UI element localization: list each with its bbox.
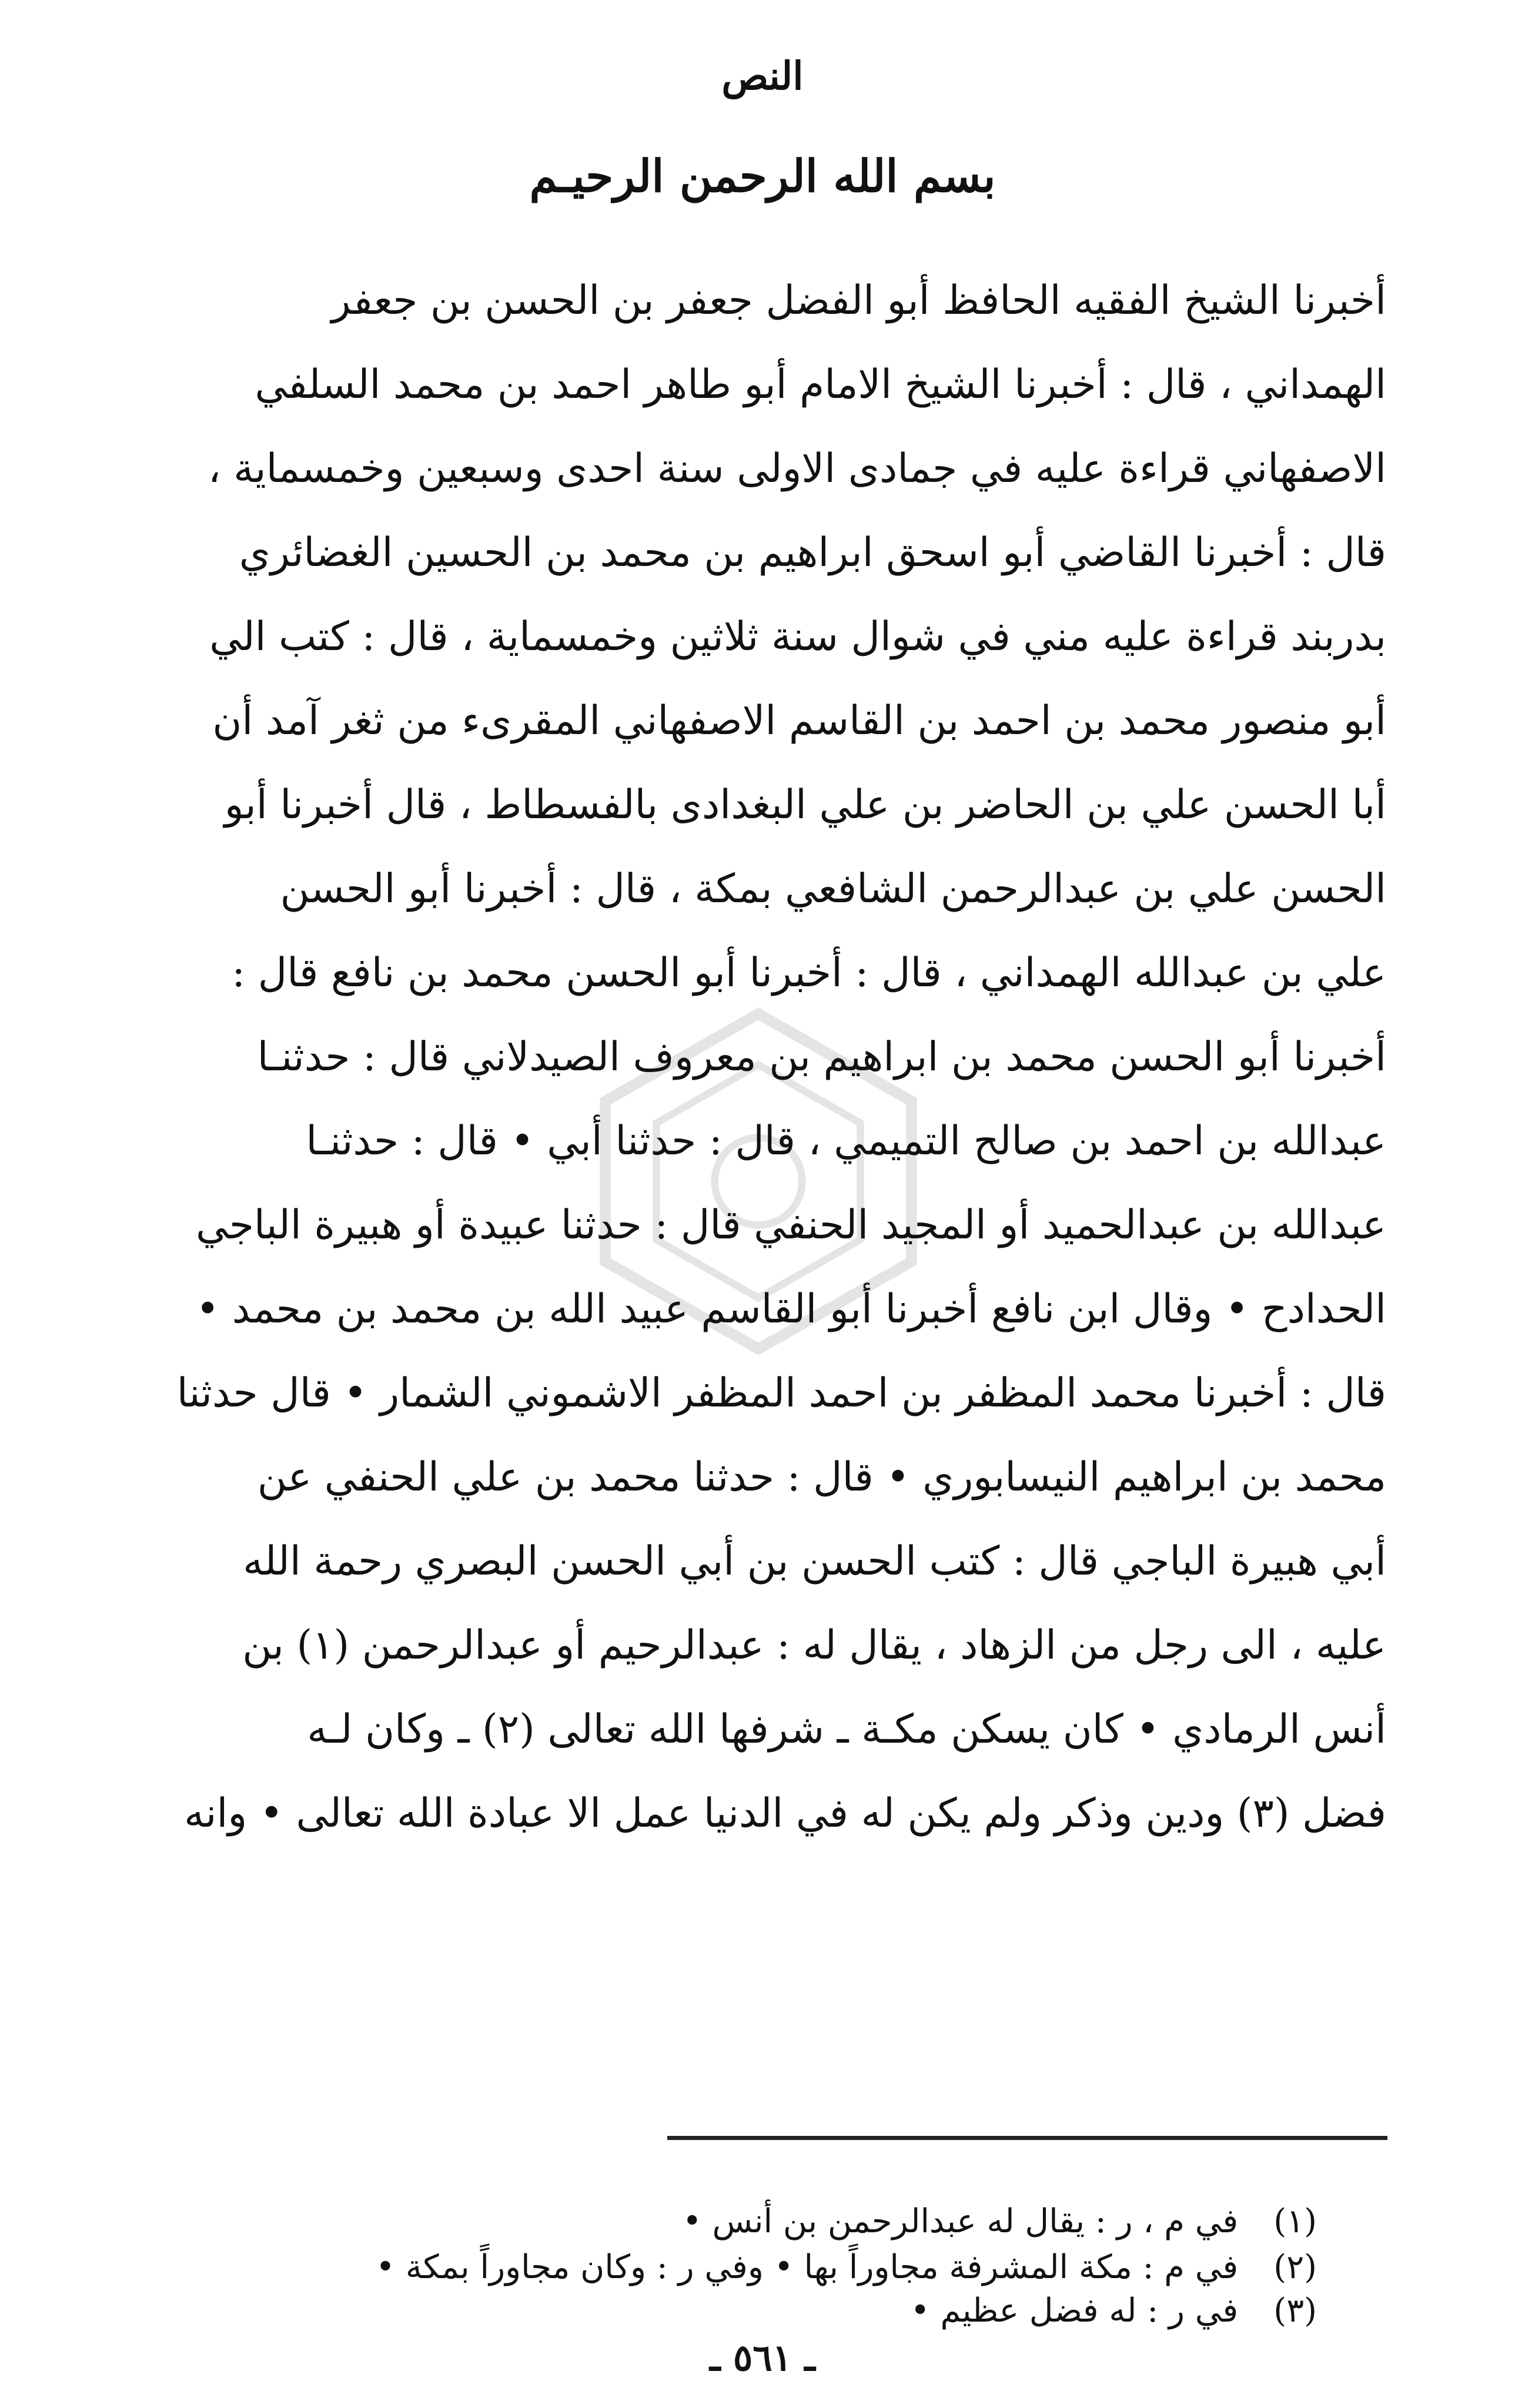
text-line: الحدادح • وقال ابن نافع أخبرنا أبو القاسم عبيد الله بن محمد بن محمد • (196, 1286, 1386, 1332)
text-line: قال : أخبرنا محمد المظفر بن احمد المظفر الاشموني الشمار • قال حدثنا (176, 1370, 1386, 1416)
text-line: عبدالله بن عبدالحميد أو المجيد الحنفي قال : حدثنا عبيدة أو هبيرة الباجي (196, 1202, 1386, 1248)
text-line: محمد بن ابراهيم النيسابوري • قال : حدثنا محمد بن علي الحنفي عن (257, 1454, 1386, 1501)
footnote (118, 2198, 1317, 2245)
text-line: بدربند قراءة عليه مني في شوال سنة ثلاثين وخمسماية ، قال : كتب الي (209, 614, 1386, 660)
text-line: الاصفهاني قراءة عليه في جمادى الاولى سنة احدى وسبعين وخمسماية ، (208, 446, 1386, 492)
text-line: قال : أخبرنا القاضي أبو اسحق ابراهيم بن محمد بن الحسين الغضائري (239, 530, 1386, 576)
text-line: أبو منصور محمد بن احمد بن القاسم الاصفهاني المقرىء من ثغر آمد أن (212, 698, 1386, 744)
page-number: ـ ٥٦١ ـ (710, 2336, 815, 2379)
basmala-heading: بسم الله الرحمن الرحيـم (529, 150, 996, 202)
text-line: عليه ، الى رجل من الزهاد ، يقال له : عبدالرحيم أو عبدالرحمن (١) بن (242, 1622, 1386, 1669)
footnote-number: (١) (1273, 2202, 1317, 2240)
footnote-number: (٢) (1273, 2248, 1317, 2286)
section-title: النص (721, 53, 804, 99)
text-line: أنس الرمادي • كان يسكن مكـة ـ شرفها الله تعالى (٢) ـ وكان لـه (307, 1706, 1386, 1753)
text-line: أبي هبيرة الباجي قال : كتب الحسن بن أبي الحسن البصري رحمة الله (243, 1538, 1386, 1585)
text-line: أخبرنا أبو الحسن محمد بن ابراهيم بن معروف الصيدلاني قال : حدثنـا (257, 1034, 1386, 1080)
footnote-divider (667, 2136, 1387, 2140)
footnote-text: في ر : له فضل عظيم • (910, 2292, 1239, 2330)
footnote (118, 2244, 1317, 2291)
footnote-text: في م : مكة المشرفة مجاوراً بها • وفي ر : وكان مجاوراً بمكة • (375, 2248, 1239, 2286)
main-text (125, 259, 1386, 1856)
text-line: فضل (٣) ودين وذكر ولم يكن له في الدنيا عمل الا عبادة الله تعالى • وانه (184, 1790, 1386, 1837)
footnote-text: في م ، ر : يقال له عبدالرحمن بن أنس • (682, 2202, 1239, 2240)
text-line: أخبرنا الشيخ الفقيه الحافظ أبو الفضل جعفر بن الحسن بن جعفر (331, 277, 1386, 324)
text-line: أبا الحسن علي بن الحاضر بن علي البغدادى بالفسطاط ، قال أخبرنا أبو (224, 782, 1386, 828)
text-line: عبدالله بن احمد بن صالح التميمي ، قال : حدثنا أبي • قال : حدثنـا (306, 1118, 1386, 1164)
text-line: الحسن علي بن عبدالرحمن الشافعي بمكة ، قال : أخبرنا أبو الحسن (280, 866, 1386, 912)
footnote-number: (٣) (1273, 2292, 1317, 2330)
text-line: الهمداني ، قال : أخبرنا الشيخ الامام أبو طاهر احمد بن محمد السلفي (255, 361, 1386, 408)
footnote (118, 2288, 1317, 2335)
text-line: علي بن عبدالله الهمداني ، قال : أخبرنا أبو الحسن محمد بن نافع قال : (232, 950, 1386, 996)
